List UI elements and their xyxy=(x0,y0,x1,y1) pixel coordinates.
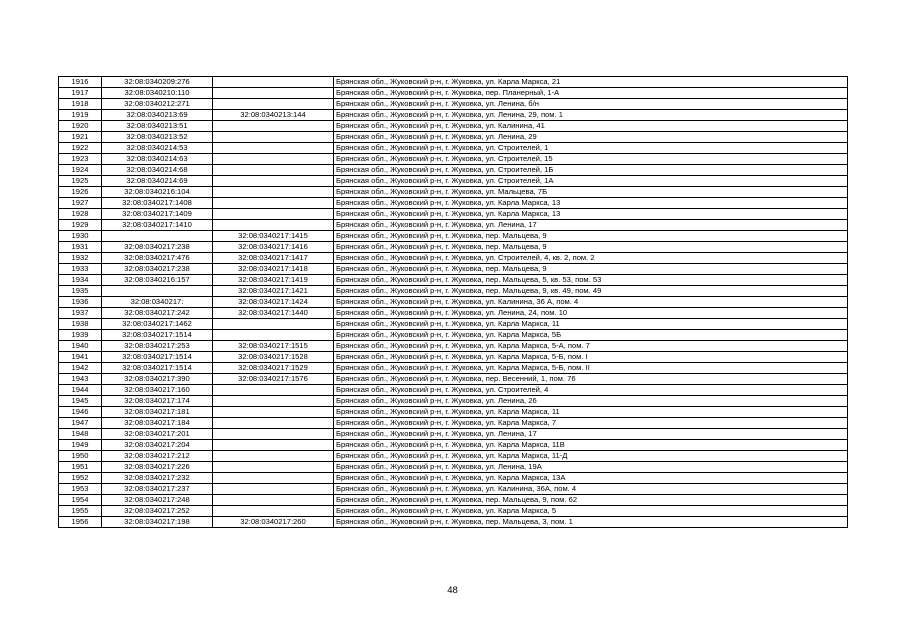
cadastral-number-cell: 32:08:0340214:69 xyxy=(102,176,213,187)
address-cell: Брянская обл., Жуковский р-н, г. Жуковка, ул. Ленина, 26 xyxy=(334,396,848,407)
table-row xyxy=(59,99,848,110)
table-row xyxy=(59,418,848,429)
row-number-cell: 1931 xyxy=(59,242,102,253)
table-row xyxy=(59,407,848,418)
row-number-cell: 1949 xyxy=(59,440,102,451)
address-cell: Брянская обл., Жуковский р-н, г. Жуковка, пер. Мальцева, 9 xyxy=(334,231,848,242)
table-row xyxy=(59,363,848,374)
row-number-cell: 1934 xyxy=(59,275,102,286)
cadastral-number-cell: 32:08:0340213:69 xyxy=(102,110,213,121)
cadastral-number-cell: 32:08:0340217:1514 xyxy=(102,352,213,363)
cadastral-number-cell: 32:08:0340217:212 xyxy=(102,451,213,462)
cadastral-number-cell: 32:08:0340217:253 xyxy=(102,341,213,352)
object-cadastral-number-cell xyxy=(213,198,334,209)
object-cadastral-number-cell xyxy=(213,319,334,330)
object-cadastral-number-cell xyxy=(213,187,334,198)
cadastral-number-cell: 32:08:0340209:276 xyxy=(102,77,213,88)
address-cell: Брянская обл., Жуковский р-н, г. Жуковка, пер. Мальцева, 9, пом. 62 xyxy=(334,495,848,506)
page-number: 48 xyxy=(447,585,458,596)
row-number-cell: 1922 xyxy=(59,143,102,154)
table-row xyxy=(59,396,848,407)
cadastral-number-cell: 32:08:0340217: xyxy=(102,297,213,308)
table-row xyxy=(59,77,848,88)
object-cadastral-number-cell xyxy=(213,396,334,407)
address-cell: Брянская обл., Жуковский р-н, г. Жуковка, ул. Строителей, 15 xyxy=(334,154,848,165)
address-cell: Брянская обл., Жуковский р-н, г. Жуковка, ул. Карла Маркса, 7 xyxy=(334,418,848,429)
table-row xyxy=(59,187,848,198)
table-row xyxy=(59,297,848,308)
row-number-cell: 1932 xyxy=(59,253,102,264)
address-cell: Брянская обл., Жуковский р-н, г. Жуковка, пер. Планерный, 1-А xyxy=(334,88,848,99)
address-cell: Брянская обл., Жуковский р-н, г. Жуковка, ул. Карла Маркса, 11-Д xyxy=(334,451,848,462)
object-cadastral-number-cell xyxy=(213,143,334,154)
cadastral-number-cell xyxy=(102,286,213,297)
table-row xyxy=(59,121,848,132)
table-row xyxy=(59,154,848,165)
address-cell: Брянская обл., Жуковский р-н, г. Жуковка, пер. Мальцева, 9, кв. 49, пом. 49 xyxy=(334,286,848,297)
address-cell: Брянская обл., Жуковский р-н, г. Жуковка, ул. Строителей, 4 xyxy=(334,385,848,396)
address-cell: Брянская обл., Жуковский р-н, г. Жуковка, ул. Ленина, б/н xyxy=(334,99,848,110)
row-number-cell: 1919 xyxy=(59,110,102,121)
table-row xyxy=(59,517,848,528)
address-cell: Брянская обл., Жуковский р-н, г. Жуковка, ул. Карла Маркса, 5-Б, пом. II xyxy=(334,363,848,374)
row-number-cell: 1950 xyxy=(59,451,102,462)
object-cadastral-number-cell xyxy=(213,451,334,462)
object-cadastral-number-cell xyxy=(213,121,334,132)
address-cell: Брянская обл., Жуковский р-н, г. Жуковка, ул. Строителей, 1А xyxy=(334,176,848,187)
address-cell: Брянская обл., Жуковский р-н, г. Жуковка, ул. Карла Маркса, 5Б xyxy=(334,330,848,341)
address-cell: Брянская обл., Жуковский р-н, г. Жуковка, пер. Мальцева, 3, пом. 1 xyxy=(334,517,848,528)
cadastral-number-cell: 32:08:0340217:390 xyxy=(102,374,213,385)
object-cadastral-number-cell xyxy=(213,99,334,110)
table-row xyxy=(59,495,848,506)
object-cadastral-number-cell xyxy=(213,407,334,418)
table-row xyxy=(59,176,848,187)
cadastral-number-cell xyxy=(102,231,213,242)
table-row xyxy=(59,143,848,154)
address-cell: Брянская обл., Жуковский р-н, г. Жуковка, ул. Ленина, 19А xyxy=(334,462,848,473)
cadastral-number-cell: 32:08:0340217:237 xyxy=(102,484,213,495)
row-number-cell: 1956 xyxy=(59,517,102,528)
address-cell: Брянская обл., Жуковский р-н, г. Жуковка, ул. Ленина, 17 xyxy=(334,429,848,440)
table-row xyxy=(59,385,848,396)
address-cell: Брянская обл., Жуковский р-н, г. Жуковка, ул. Калинина, 41 xyxy=(334,121,848,132)
row-number-cell: 1954 xyxy=(59,495,102,506)
row-number-cell: 1955 xyxy=(59,506,102,517)
object-cadastral-number-cell: 32:08:0340217:1529 xyxy=(213,363,334,374)
row-number-cell: 1928 xyxy=(59,209,102,220)
registry-table-body xyxy=(59,77,848,528)
table-row xyxy=(59,308,848,319)
address-cell: Брянская обл., Жуковский р-н, г. Жуковка, ул. Мальцева, 7Б xyxy=(334,187,848,198)
table-row xyxy=(59,319,848,330)
address-cell: Брянская обл., Жуковский р-н, г. Жуковка, ул. Ленина, 29 xyxy=(334,132,848,143)
address-cell: Брянская обл., Жуковский р-н, г. Жуковка, ул. Карла Маркса, 13 xyxy=(334,209,848,220)
cadastral-number-cell: 32:08:0340217:160 xyxy=(102,385,213,396)
cadastral-number-cell: 32:08:0340217:252 xyxy=(102,506,213,517)
cadastral-number-cell: 32:08:0340216:104 xyxy=(102,187,213,198)
row-number-cell: 1925 xyxy=(59,176,102,187)
row-number-cell: 1944 xyxy=(59,385,102,396)
object-cadastral-number-cell xyxy=(213,462,334,473)
table-row xyxy=(59,132,848,143)
object-cadastral-number-cell xyxy=(213,440,334,451)
cadastral-number-cell: 32:08:0340213:52 xyxy=(102,132,213,143)
cadastral-number-cell: 32:08:0340217:181 xyxy=(102,407,213,418)
row-number-cell: 1938 xyxy=(59,319,102,330)
object-cadastral-number-cell xyxy=(213,209,334,220)
table-row xyxy=(59,231,848,242)
object-cadastral-number-cell: 32:08:0340217:1440 xyxy=(213,308,334,319)
cadastral-number-cell: 32:08:0340210:110 xyxy=(102,88,213,99)
cadastral-number-cell: 32:08:0340214:53 xyxy=(102,143,213,154)
row-number-cell: 1929 xyxy=(59,220,102,231)
object-cadastral-number-cell: 32:08:0340217:1424 xyxy=(213,297,334,308)
row-number-cell: 1933 xyxy=(59,264,102,275)
cadastral-number-cell: 32:08:0340217:238 xyxy=(102,264,213,275)
cadastral-number-cell: 32:08:0340217:232 xyxy=(102,473,213,484)
table-row xyxy=(59,165,848,176)
address-cell: Брянская обл., Жуковский р-н, г. Жуковка, ул. Карла Маркса, 5-А, пом. 7 xyxy=(334,341,848,352)
table-row xyxy=(59,198,848,209)
object-cadastral-number-cell xyxy=(213,220,334,231)
row-number-cell: 1945 xyxy=(59,396,102,407)
address-cell: Брянская обл., Жуковский р-н, г. Жуковка, ул. Строителей, 4, кв. 2, пом. 2 xyxy=(334,253,848,264)
object-cadastral-number-cell: 32:08:0340217:1421 xyxy=(213,286,334,297)
row-number-cell: 1948 xyxy=(59,429,102,440)
table-row xyxy=(59,506,848,517)
table-row xyxy=(59,451,848,462)
object-cadastral-number-cell xyxy=(213,154,334,165)
cadastral-number-cell: 32:08:0340217:198 xyxy=(102,517,213,528)
cadastral-number-cell: 32:08:0340217:226 xyxy=(102,462,213,473)
table-row xyxy=(59,484,848,495)
cadastral-number-cell: 32:08:0340217:1514 xyxy=(102,330,213,341)
address-cell: Брянская обл., Жуковский р-н, г. Жуковка, ул. Карла Маркса, 5 xyxy=(334,506,848,517)
object-cadastral-number-cell: 32:08:0340217:1576 xyxy=(213,374,334,385)
row-number-cell: 1916 xyxy=(59,77,102,88)
cadastral-number-cell: 32:08:0340212:271 xyxy=(102,99,213,110)
row-number-cell: 1953 xyxy=(59,484,102,495)
cadastral-number-cell: 32:08:0340217:1409 xyxy=(102,209,213,220)
address-cell: Брянская обл., Жуковский р-н, г. Жуковка, ул. Карла Маркса, 5-Б, пом. I xyxy=(334,352,848,363)
registry-table xyxy=(58,76,848,528)
row-number-cell: 1941 xyxy=(59,352,102,363)
table-row xyxy=(59,220,848,231)
row-number-cell: 1947 xyxy=(59,418,102,429)
table-row xyxy=(59,110,848,121)
table-row xyxy=(59,209,848,220)
row-number-cell: 1936 xyxy=(59,297,102,308)
object-cadastral-number-cell: 32:08:0340217:260 xyxy=(213,517,334,528)
address-cell: Брянская обл., Жуковский р-н, г. Жуковка, пер. Мальцева, 9 xyxy=(334,264,848,275)
cadastral-number-cell: 32:08:0340217:476 xyxy=(102,253,213,264)
cadastral-number-cell: 32:08:0340217:242 xyxy=(102,308,213,319)
address-cell: Брянская обл., Жуковский р-н, г. Жуковка, ул. Ленина, 17 xyxy=(334,220,848,231)
row-number-cell: 1943 xyxy=(59,374,102,385)
cadastral-number-cell: 32:08:0340217:1410 xyxy=(102,220,213,231)
address-cell: Брянская обл., Жуковский р-н, г. Жуковка, ул. Карла Маркса, 11 xyxy=(334,407,848,418)
address-cell: Брянская обл., Жуковский р-н, г. Жуковка, ул. Карла Маркса, 21 xyxy=(334,77,848,88)
cadastral-number-cell: 32:08:0340217:174 xyxy=(102,396,213,407)
cadastral-number-cell: 32:08:0340213:51 xyxy=(102,121,213,132)
table-row xyxy=(59,429,848,440)
object-cadastral-number-cell: 32:08:0340217:1528 xyxy=(213,352,334,363)
cadastral-number-cell: 32:08:0340214:68 xyxy=(102,165,213,176)
object-cadastral-number-cell xyxy=(213,418,334,429)
address-cell: Брянская обл., Жуковский р-н, г. Жуковка, пер. Мальцева, 5, кв. 53, пом. 53 xyxy=(334,275,848,286)
cadastral-number-cell: 32:08:0340217:184 xyxy=(102,418,213,429)
object-cadastral-number-cell: 32:08:0340217:1418 xyxy=(213,264,334,275)
row-number-cell: 1939 xyxy=(59,330,102,341)
object-cadastral-number-cell xyxy=(213,506,334,517)
object-cadastral-number-cell: 32:08:0340217:1415 xyxy=(213,231,334,242)
row-number-cell: 1952 xyxy=(59,473,102,484)
table-row xyxy=(59,473,848,484)
table-row xyxy=(59,264,848,275)
row-number-cell: 1927 xyxy=(59,198,102,209)
row-number-cell: 1924 xyxy=(59,165,102,176)
address-cell: Брянская обл., Жуковский р-н, г. Жуковка, ул. Калинина, 36 А, пом. 4 xyxy=(334,297,848,308)
object-cadastral-number-cell xyxy=(213,88,334,99)
row-number-cell: 1935 xyxy=(59,286,102,297)
object-cadastral-number-cell: 32:08:0340217:1417 xyxy=(213,253,334,264)
object-cadastral-number-cell xyxy=(213,132,334,143)
address-cell: Брянская обл., Жуковский р-н, г. Жуковка, ул. Строителей, 1 xyxy=(334,143,848,154)
cadastral-number-cell: 32:08:0340217:1514 xyxy=(102,363,213,374)
table-row xyxy=(59,275,848,286)
address-cell: Брянская обл., Жуковский р-н, г. Жуковка, ул. Карла Маркса, 11В xyxy=(334,440,848,451)
object-cadastral-number-cell xyxy=(213,176,334,187)
row-number-cell: 1946 xyxy=(59,407,102,418)
object-cadastral-number-cell xyxy=(213,495,334,506)
row-number-cell: 1923 xyxy=(59,154,102,165)
table-row xyxy=(59,253,848,264)
cadastral-number-cell: 32:08:0340217:204 xyxy=(102,440,213,451)
cadastral-number-cell: 32:08:0340217:248 xyxy=(102,495,213,506)
table-row xyxy=(59,88,848,99)
address-cell: Брянская обл., Жуковский р-н, г. Жуковка, ул. Карла Маркса, 13 xyxy=(334,198,848,209)
table-row xyxy=(59,374,848,385)
row-number-cell: 1920 xyxy=(59,121,102,132)
object-cadastral-number-cell xyxy=(213,385,334,396)
object-cadastral-number-cell xyxy=(213,473,334,484)
row-number-cell: 1951 xyxy=(59,462,102,473)
address-cell: Брянская обл., Жуковский р-н, г. Жуковка, ул. Карла Маркса, 13А xyxy=(334,473,848,484)
object-cadastral-number-cell xyxy=(213,429,334,440)
row-number-cell: 1918 xyxy=(59,99,102,110)
object-cadastral-number-cell: 32:08:0340217:1416 xyxy=(213,242,334,253)
object-cadastral-number-cell xyxy=(213,484,334,495)
row-number-cell: 1921 xyxy=(59,132,102,143)
cadastral-number-cell: 32:08:0340214:63 xyxy=(102,154,213,165)
table-row xyxy=(59,242,848,253)
table-row xyxy=(59,286,848,297)
table-row xyxy=(59,352,848,363)
address-cell: Брянская обл., Жуковский р-н, г. Жуковка, ул. Ленина, 24, пом. 10 xyxy=(334,308,848,319)
table-row xyxy=(59,341,848,352)
address-cell: Брянская обл., Жуковский р-н, г. Жуковка, ул. Калинина, 36А, пом. 4 xyxy=(334,484,848,495)
table-row xyxy=(59,330,848,341)
object-cadastral-number-cell: 32:08:0340217:1515 xyxy=(213,341,334,352)
cadastral-number-cell: 32:08:0340217:1462 xyxy=(102,319,213,330)
cadastral-number-cell: 32:08:0340217:238 xyxy=(102,242,213,253)
object-cadastral-number-cell xyxy=(213,77,334,88)
row-number-cell: 1926 xyxy=(59,187,102,198)
row-number-cell: 1930 xyxy=(59,231,102,242)
cadastral-number-cell: 32:08:0340216:157 xyxy=(102,275,213,286)
object-cadastral-number-cell xyxy=(213,330,334,341)
row-number-cell: 1937 xyxy=(59,308,102,319)
object-cadastral-number-cell: 32:08:0340213:144 xyxy=(213,110,334,121)
address-cell: Брянская обл., Жуковский р-н, г. Жуковка, ул. Строителей, 1Б xyxy=(334,165,848,176)
row-number-cell: 1940 xyxy=(59,341,102,352)
cadastral-number-cell: 32:08:0340217:1408 xyxy=(102,198,213,209)
table-row xyxy=(59,440,848,451)
row-number-cell: 1942 xyxy=(59,363,102,374)
object-cadastral-number-cell: 32:08:0340217:1419 xyxy=(213,275,334,286)
object-cadastral-number-cell xyxy=(213,165,334,176)
address-cell: Брянская обл., Жуковский р-н, г. Жуковка, пер. Весенний, 1, пом. 76 xyxy=(334,374,848,385)
table-row xyxy=(59,462,848,473)
row-number-cell: 1917 xyxy=(59,88,102,99)
address-cell: Брянская обл., Жуковский р-н, г. Жуковка, ул. Ленина, 29, пом. 1 xyxy=(334,110,848,121)
address-cell: Брянская обл., Жуковский р-н, г. Жуковка, пер. Мальцева, 9 xyxy=(334,242,848,253)
cadastral-number-cell: 32:08:0340217:201 xyxy=(102,429,213,440)
address-cell: Брянская обл., Жуковский р-н, г. Жуковка, ул. Карла Маркса, 11 xyxy=(334,319,848,330)
